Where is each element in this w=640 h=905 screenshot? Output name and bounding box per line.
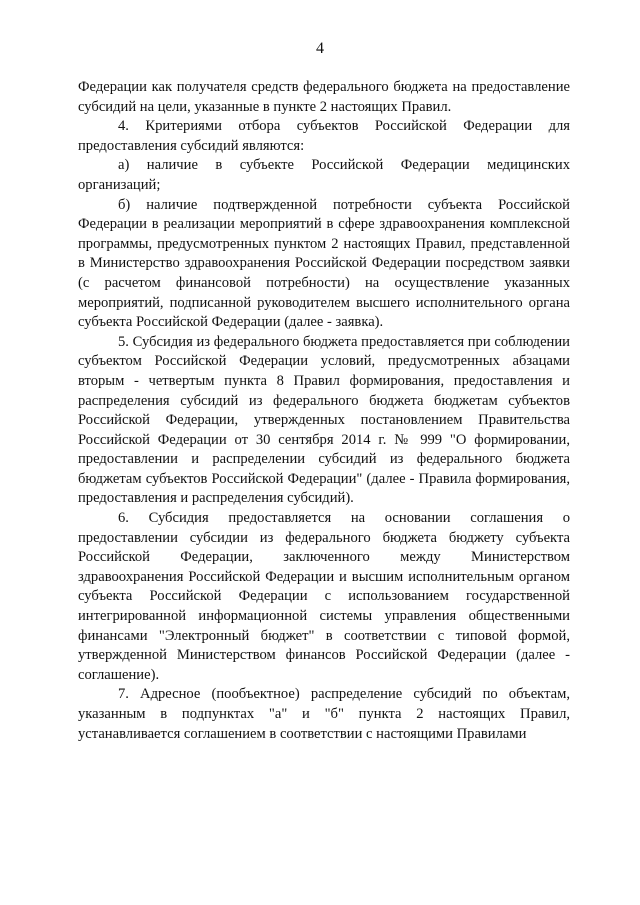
paragraph-item-6: 6. Субсидия предоставляется на основании соглашения о предоставлении субсидии из федерального бюджета бюджету субъекта Российской Федерации, заключенного между Министерством здравоохранения Российской Федерации и высшим исполнительным органом субъекта Российской Федерации с использованием государственной интегрированной информационной системы управления общественными финансами "Электронный бюджет" в соответствии с типовой формой, утвержденной Министерством финансов Российской Федерации (далее - соглашение).: [78, 510, 570, 683]
paragraph-item-5: 5. Субсидия из федерального бюджета предоставляется при соблюдении субъектом Российской Федерации условий, предусмотренных абзацами вторым - четвертым пункта 8 Правил формирования, предоставления и распределения субсидий из федерального бюджета бюджетам субъектов Российской Федерации, утвержденных постановлением Правительства Российской Федерации от 30 сентября 2014 г. № 999 "О формировании, предоставлении и распределении субсидий из федерального бюджета бюджетам субъектов Российской Федерации" (далее - Правила формирования, предоставления и распределения субсидий).: [78, 333, 570, 507]
paragraph-item-4: 4. Критериями отбора субъектов Российской Федерации для предоставления субсидий являются:: [78, 118, 570, 154]
document-body: [78, 78, 570, 744]
paragraph-subitem-a: а) наличие в субъекте Российской Федерации медицинских организаций;: [78, 157, 570, 193]
paragraph-continuation: Федерации как получателя средств федерального бюджета на предоставление субсидий на цели, указанные в пункте 2 настоящих Правил.: [78, 79, 570, 115]
paragraph-subitem-b: б) наличие подтвержденной потребности субъекта Российской Федерации в реализации мероприятий в сфере здравоохранения комплексной программы, предусмотренных пунктом 2 настоящих Правил, представленной в Министерство здравоохранения Российской Федерации посредством заявки (с расчетом финансовой потребности) на осуществление указанных мероприятий, подписанной руководителем высшего исполнительного органа субъекта Российской Федерации (далее - заявка).: [78, 196, 570, 331]
paragraph-item-7: 7. Адресное (пообъектное) распределение субсидий по объектам, указанным в подпунктах "а" и "б" пункта 2 настоящих Правил, устанавливается соглашением в соответствии с настоящими Правилами: [78, 686, 570, 742]
page-number: 4: [316, 40, 324, 57]
